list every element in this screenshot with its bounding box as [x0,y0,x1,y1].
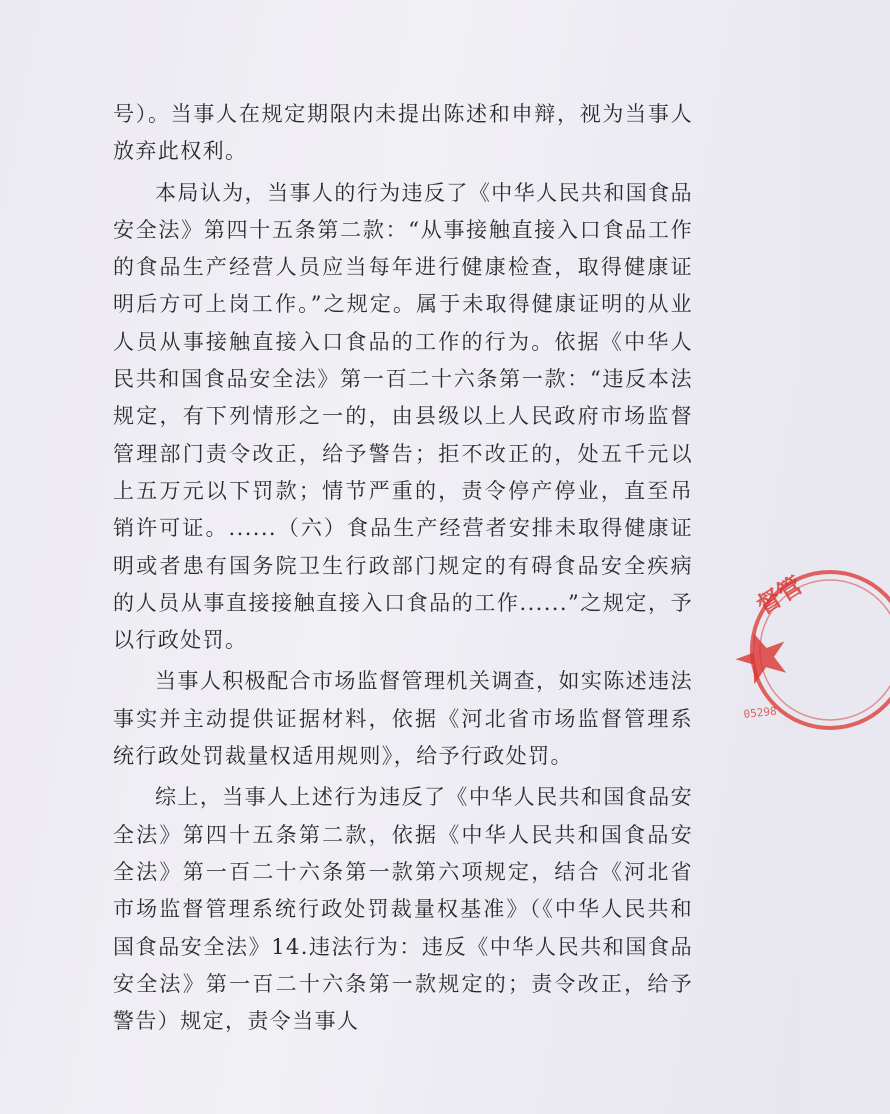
seal-number-text: 05298 [742,704,778,721]
official-seal-stamp [740,560,890,730]
seal-partial-text: 督管 [751,570,808,621]
paragraph-1: 号）。当事人在规定期限内未提出陈述和申辩，视为当事人放弃此权利。 [113,102,693,164]
seal-icon [740,560,890,730]
document-body [113,96,693,1040]
paragraph-2: 本局认为，当事人的行为违反了《中华人民共和国食品安全法》第四十五条第二款：“从事接触直接入口食品工作的食品生产经营人员应当每年进行健康检查，取得健康证明后方可上岗工作。”之规定。属于未取得健康证明的从业人员从事接触直接入口食品的工作的行为。依据《中华人民共和国食品安全法》第一百二十六条第一款：“违反本法规定，有下列情形之一的，由县级以上人民政府市场监督管理部门责令改正，给予警告；拒不改正的，处五千元以上五万元以下罚款；情节严重的，责令停产停业，直至吊销许可证。......（六）食品生产经营者安排未取得健康证明或者患有国务院卫生行政部门规定的有碍食品安全疾病的人员从事直接接触直接入口食品的工作......”之规定，予以行政处罚。 [113,180,693,653]
paragraph-3: 当事人积极配合市场监督管理机关调查，如实陈述违法事实并主动提供证据材料，依据《河北省市场监督管理系统行政处罚裁量权适用规则》，给予行政处罚。 [113,669,693,769]
paragraph-4: 综上，当事人上述行为违反了《中华人民共和国食品安全法》第四十五条第二款，依据《中华人民共和国食品安全法》第一百二十六条第一款第六项规定，结合《河北省市场监督管理系统行政处罚裁量权基准》（《中华人民共和国食品安全法》14.违法行为：违反《中华人民共和国食品安全法》第一百二十六条第一款规定的；责令改正，给予警告）规定，责令当事人 [113,785,693,1034]
